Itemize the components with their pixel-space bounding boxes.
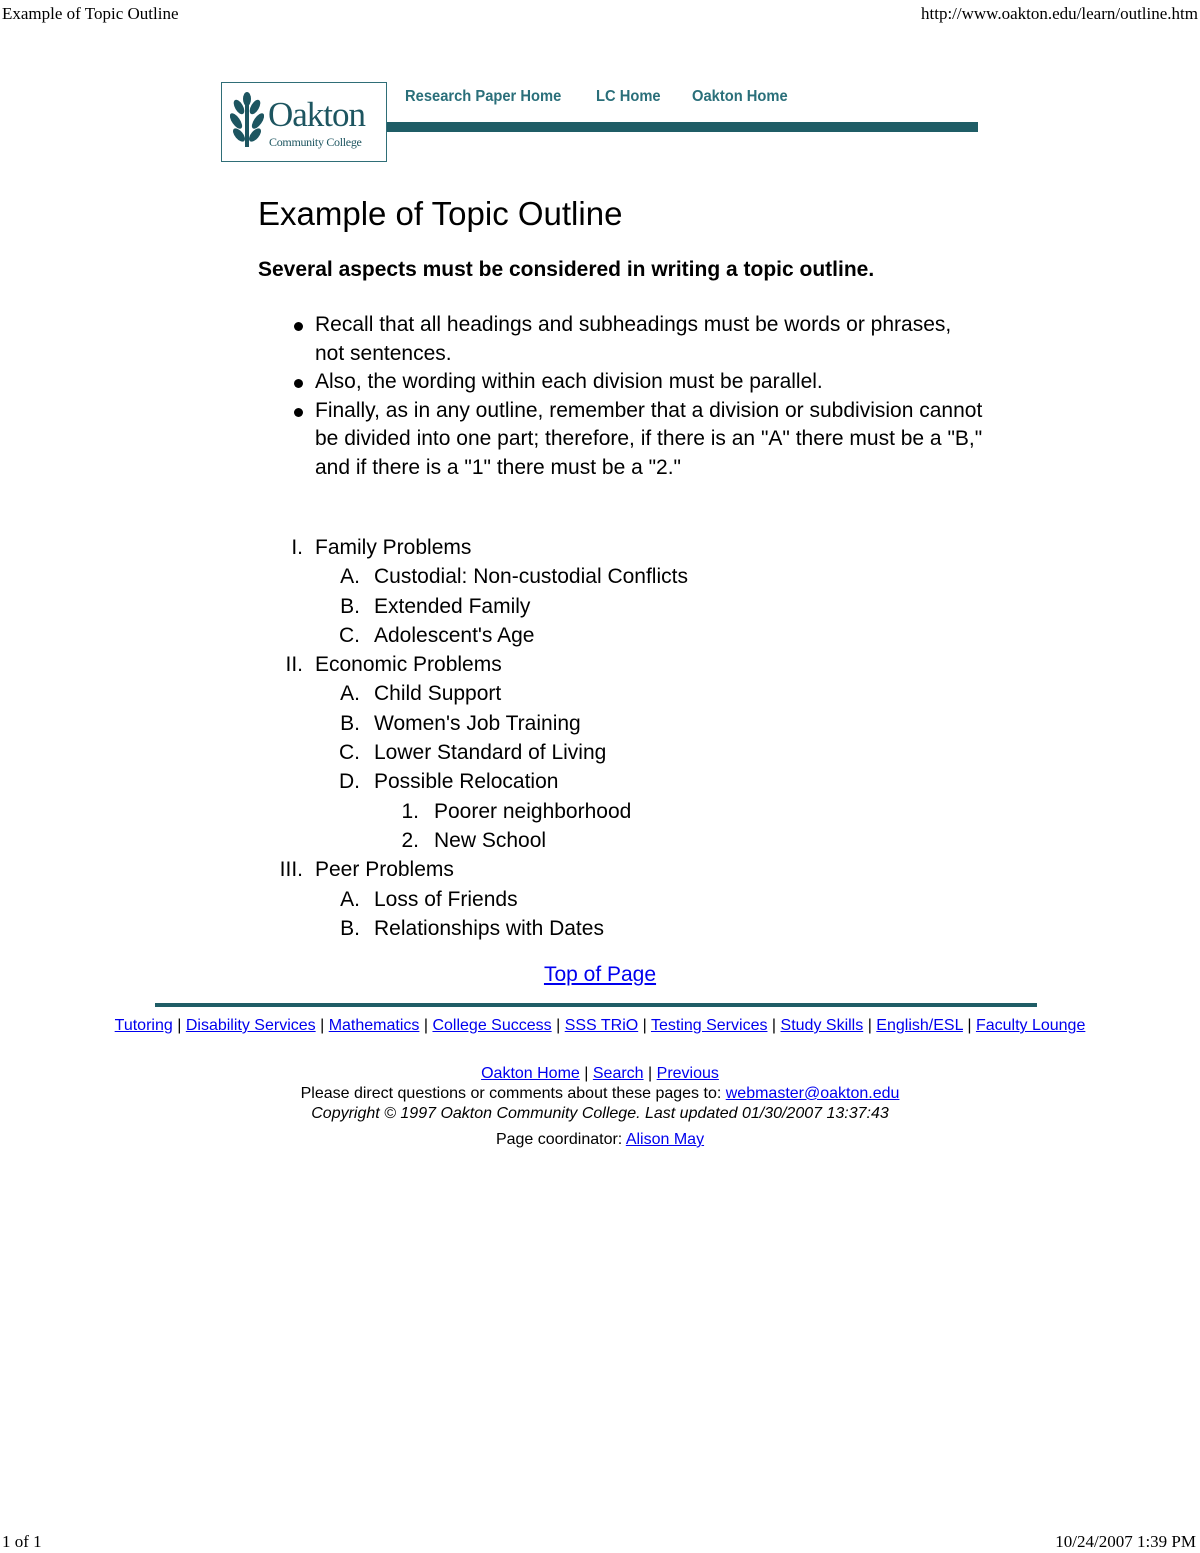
footer-nav-previous[interactable]: Previous <box>656 1065 719 1082</box>
link-separator: | <box>967 1017 972 1034</box>
print-page-count: 1 of 1 <box>2 1532 42 1551</box>
page-coordinator <box>100 1129 1100 1151</box>
footer-link-disability-services[interactable]: Disability Services <box>185 1017 316 1034</box>
list-item: Recall that all headings and subheadings must be words or phrases, not sentences. <box>315 311 985 368</box>
print-header-url: http://www.oakton.edu/learn/outline.htm <box>921 4 1198 23</box>
outline-item <box>0 621 1200 650</box>
print-timestamp: 10/24/2007 1:39 PM <box>1055 1532 1196 1551</box>
outline-text: Custodial: Non-custodial Conflicts <box>374 565 688 589</box>
outline-number: I. <box>291 536 303 559</box>
outline-item <box>0 592 1200 621</box>
outline-item <box>0 533 1200 562</box>
outline-number: A. <box>340 682 360 706</box>
outline-number: B. <box>340 916 360 940</box>
coordinator-label: Page coordinator: <box>495 1131 623 1148</box>
footer-link-tutoring[interactable]: Tutoring <box>114 1017 173 1034</box>
coordinator-link[interactable]: Alison May <box>625 1131 705 1148</box>
nav-oakton-home[interactable]: Oakton Home <box>692 88 788 105</box>
outline-number: B. <box>340 594 360 618</box>
footer-link-college-success[interactable]: College Success <box>432 1017 552 1034</box>
link-separator: | <box>177 1017 182 1034</box>
outline-text: Women's Job Training <box>374 711 581 735</box>
outline-number: C. <box>339 623 360 647</box>
footer-contact <box>100 1084 1100 1104</box>
outline-item <box>0 914 1200 943</box>
link-separator: | <box>556 1017 561 1034</box>
contact-text: Please direct questions or comments about these pages to: <box>300 1085 722 1102</box>
outline-text: Possible Relocation <box>374 770 559 794</box>
list-item: Finally, as in any outline, remember that a division or subdivision cannot be divided into one part; therefore, if there is an "A" there must be a "B," and if there is a "1" there must be a "2." <box>315 397 985 483</box>
outline-text: Extended Family <box>374 594 531 618</box>
link-separator: | <box>423 1017 429 1034</box>
link-separator: | <box>320 1017 325 1034</box>
footer-link-english-esl[interactable]: English/ESL <box>876 1017 963 1034</box>
footer-link-study-skills[interactable]: Study Skills <box>780 1017 864 1034</box>
outline-number: 2. <box>401 828 419 852</box>
outline-number: D. <box>339 770 360 794</box>
outline-text: Economic Problems <box>315 653 502 677</box>
nav-divider-bar <box>387 122 978 132</box>
outline-number: III. <box>279 858 303 882</box>
outline-text: Child Support <box>374 682 502 706</box>
outline-number: 1. <box>401 799 419 823</box>
outline-item <box>0 679 1200 708</box>
nav-research-paper-home[interactable]: Research Paper Home <box>405 88 562 105</box>
link-separator: | <box>867 1017 872 1034</box>
outline-item <box>0 562 1200 591</box>
outline-text: Loss of Friends <box>374 887 518 911</box>
outline-text: Poorer neighborhood <box>434 799 632 823</box>
top-of-page-link[interactable]: Top of Page <box>543 963 657 986</box>
page-subtitle: Several aspects must be considered in writing a topic outline. <box>258 258 875 281</box>
outline-item <box>0 738 1200 767</box>
footer-link-faculty-lounge[interactable]: Faculty Lounge <box>975 1017 1086 1034</box>
footer-link-sss-trio[interactable]: SSS TRiO <box>564 1017 639 1034</box>
oakton-logo[interactable] <box>221 82 387 162</box>
outline-number: II. <box>285 653 303 677</box>
outline-number: C. <box>339 741 360 765</box>
link-separator: | <box>584 1065 589 1082</box>
page-title: Example of Topic Outline <box>258 195 623 232</box>
outline-item <box>0 826 1200 855</box>
outline-text: Relationships with Dates <box>374 916 604 940</box>
footer-divider <box>155 1003 1037 1007</box>
print-header-title: Example of Topic Outline <box>2 4 179 23</box>
oak-leaf-icon <box>230 91 264 151</box>
topic-outline <box>0 533 1200 943</box>
outline-item <box>0 767 1200 796</box>
footer-nav-oakton-home[interactable]: Oakton Home <box>481 1065 580 1082</box>
outline-number: B. <box>340 711 360 735</box>
outline-item <box>0 855 1200 884</box>
webmaster-email-link[interactable]: webmaster@oakton.edu <box>725 1085 900 1102</box>
copyright: Copyright © 1997 Oakton Community College. Last updated 01/30/2007 13:37:43 <box>311 1105 889 1122</box>
list-item: Also, the wording within each division must be parallel. <box>315 368 985 397</box>
footer-link-testing-services[interactable]: Testing Services <box>650 1017 768 1034</box>
top-of-page-row <box>0 963 1200 987</box>
footer-nav-search[interactable]: Search <box>592 1065 644 1082</box>
outline-text: Family Problems <box>315 536 472 559</box>
outline-text: Peer Problems <box>315 858 454 882</box>
guideline-list <box>315 311 985 482</box>
outline-number: A. <box>340 887 360 911</box>
outline-number: A. <box>340 565 360 589</box>
link-separator: | <box>642 1017 647 1034</box>
outline-text: Adolescent's Age <box>374 623 535 647</box>
link-separator: | <box>648 1065 653 1082</box>
nav-lc-home[interactable]: LC Home <box>596 88 661 105</box>
footer-service-links <box>100 1014 1100 1038</box>
logo-subtitle: Community College <box>269 135 362 149</box>
logo-wordmark: Oakton <box>268 95 366 134</box>
outline-item <box>0 797 1200 826</box>
outline-text: Lower Standard of Living <box>374 741 607 765</box>
link-separator: | <box>771 1017 777 1034</box>
outline-item <box>0 885 1200 914</box>
outline-text: New School <box>434 828 547 852</box>
footer-nav-links <box>100 1062 1100 1086</box>
outline-item <box>0 650 1200 679</box>
footer-link-mathematics[interactable]: Mathematics <box>328 1017 420 1034</box>
outline-item <box>0 709 1200 738</box>
